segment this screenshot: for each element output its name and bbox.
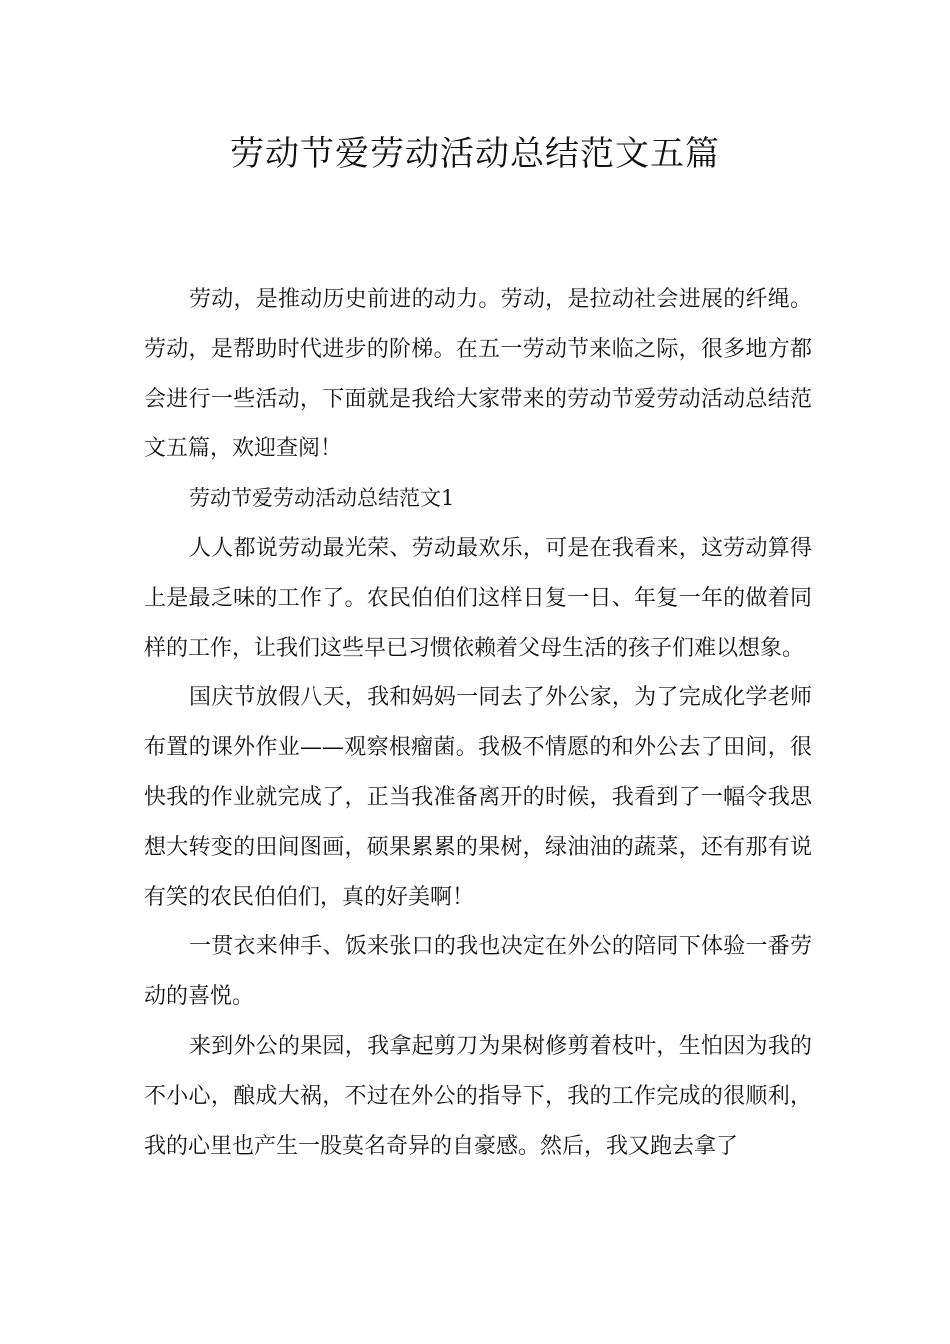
section-heading: 劳动节爱劳动活动总结范文1 [189, 486, 455, 511]
intro-paragraph: 劳动，是推动历史前进的动力。劳动，是拉动社会进展的纤绳。劳动，是帮助时代进步的阶梯。在五一劳动节来临之际，很多地方都会进行一些活动，下面就是我给大家带来的劳动节爱劳动活动总结范文五篇，欢迎查阅！ [144, 287, 812, 462]
body-paragraph: 来到外公的果园，我拿起剪刀为果树修剪着枝叶，生怕因为我的不小心，酿成大祸，不过在外公的指导下，我的工作完成的很顺利，我的心里也产生一股莫名奇异的自豪感。然后，我又跑去拿了 [144, 1033, 812, 1159]
body-paragraph: 一贯衣来伸手、饭来张口的我也决定在外公的陪同下体验一番劳动的喜悦。 [144, 934, 812, 1010]
body-paragraph: 国庆节放假八天，我和妈妈一同去了外公家，为了完成化学老师布置的课外作业——观察根瘤菌。我极不情愿的和外公去了田间，很快我的作业就完成了，正当我准备离开的时候，我看到了一幅令我思想大转变的田间图画，硕果累累的果树，绿油油的蔬菜，还有那有说有笑的农民伯伯们，真的好美啊！ [144, 685, 812, 910]
document-body [144, 275, 812, 1171]
document-title: 劳动节爱劳动活动总结范文五篇 [230, 134, 720, 174]
body-paragraph: 人人都说劳动最光荣、劳动最欢乐，可是在我看来，这劳动算得上是最乏味的工作了。农民伯伯们这样日复一日、年复一年的做着同样的工作，让我们这些早已习惯依赖着父母生活的孩子们难以想象。 [144, 535, 812, 661]
